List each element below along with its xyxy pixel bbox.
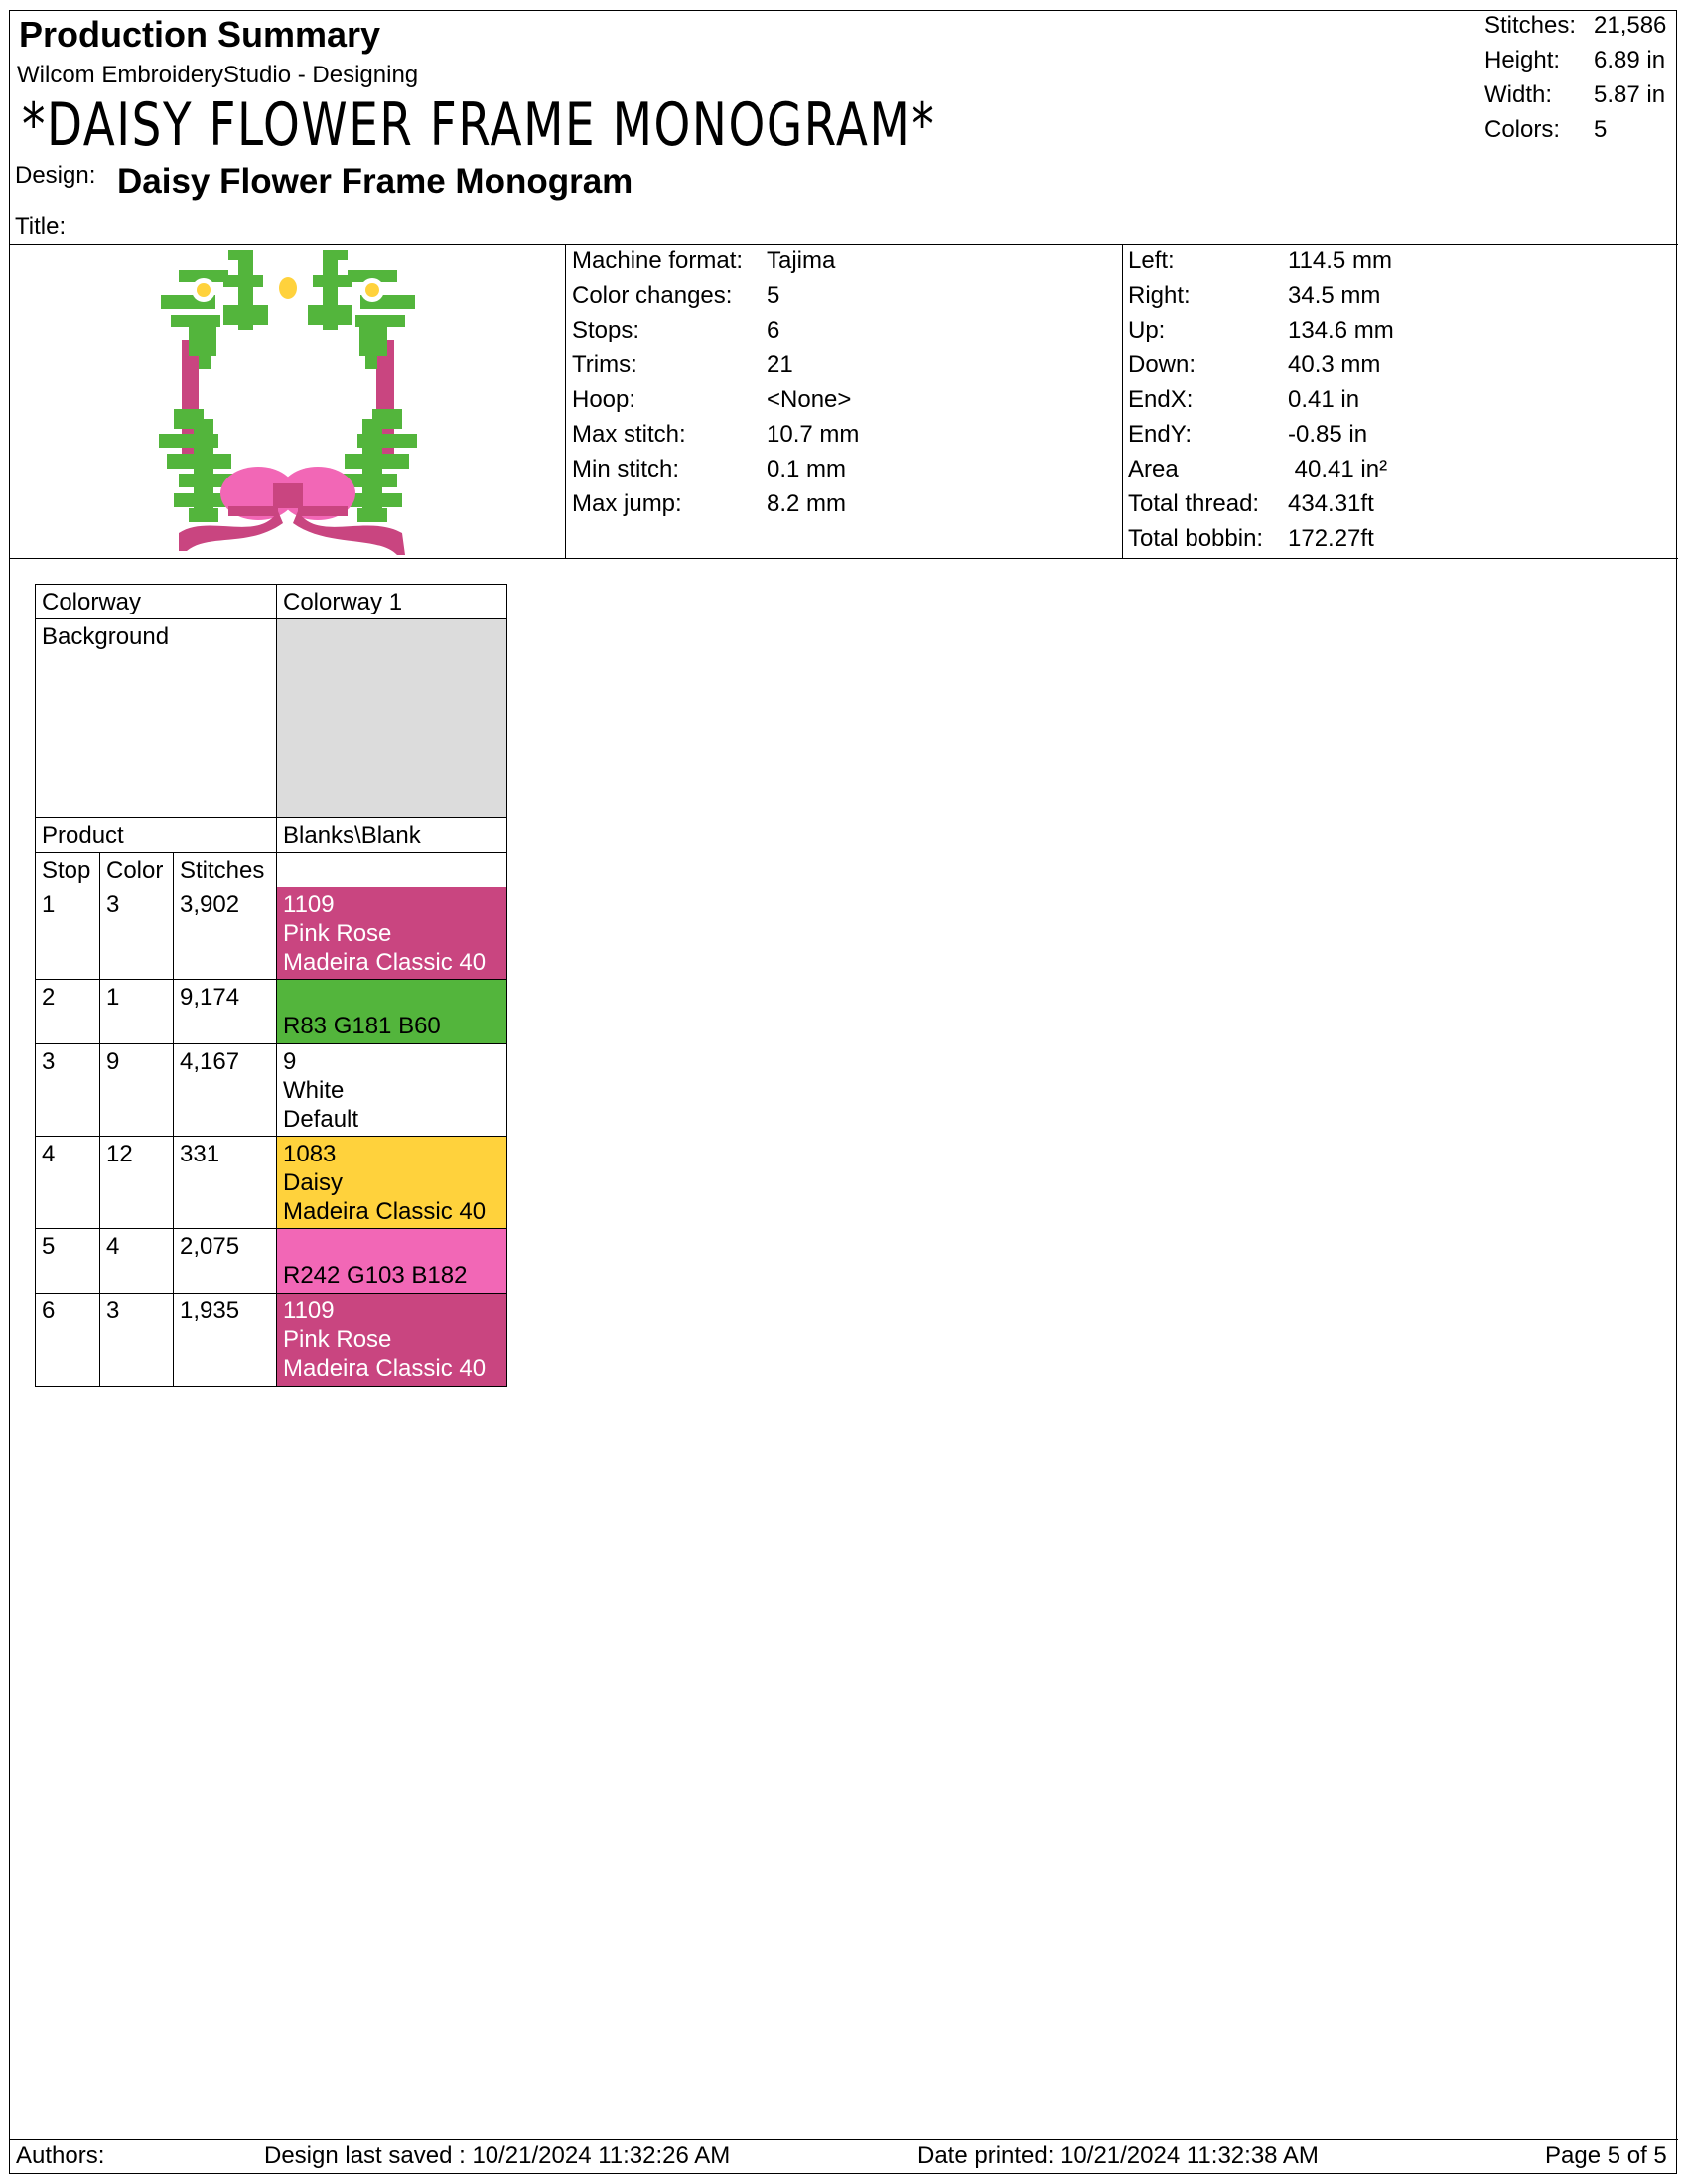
colorway-value: Colorway 1: [277, 585, 507, 619]
stat-label: Color changes:: [572, 282, 733, 309]
cell-stop: 4: [36, 1137, 100, 1229]
column-header-stop: Stop: [36, 853, 100, 887]
column-header-swatch: [277, 853, 507, 887]
cell-color: 12: [100, 1137, 174, 1229]
report-title: Production Summary: [19, 14, 381, 55]
footer-rule: [9, 2139, 1678, 2140]
design-name: Daisy Flower Frame Monogram: [117, 162, 633, 201]
background-label: Background: [36, 619, 277, 818]
summary-label: Colors:: [1484, 116, 1561, 143]
stats-divider: [1122, 244, 1123, 558]
color-stop-row: [36, 980, 507, 1044]
stat-label: Hoop:: [572, 386, 636, 413]
thread-line1: 1109: [283, 891, 335, 918]
cell-stop: 6: [36, 1294, 100, 1387]
thread-line1: 9: [283, 1048, 297, 1075]
footer-authors: Authors:: [16, 2142, 105, 2169]
stat-label: Up:: [1128, 317, 1166, 343]
footer-page-number: Page 5 of 5: [1545, 2142, 1667, 2169]
design-banner: *DAISY FLOWER FRAME MONOGRAM*: [22, 90, 936, 160]
stat-label: Total thread:: [1128, 490, 1260, 517]
summary-label: Width:: [1484, 81, 1553, 108]
summary-value: 6.89 in: [1594, 47, 1666, 73]
cell-stop: 1: [36, 887, 100, 980]
stat-value: 10.7 mm: [767, 421, 860, 448]
cell-stop: 3: [36, 1044, 100, 1137]
summary-label: Height:: [1484, 47, 1561, 73]
stat-value: 434.31ft: [1288, 490, 1374, 517]
design-label: Design:: [15, 162, 96, 189]
thread-line1: 1083: [283, 1141, 337, 1167]
stat-label: Machine format:: [572, 247, 744, 274]
cell-color: 4: [100, 1229, 174, 1294]
stat-value: 6: [767, 317, 780, 343]
cell-stitches: 331: [174, 1137, 277, 1229]
stat-label: Left:: [1128, 247, 1175, 274]
stat-value: 40.41 in²: [1288, 456, 1388, 482]
thread-swatch: [277, 1229, 507, 1294]
stat-value: <None>: [767, 386, 852, 413]
stat-value: 21: [767, 351, 793, 378]
colorway-header-row: [36, 585, 507, 619]
product-label: Product: [36, 818, 277, 853]
stat-value: 0.1 mm: [767, 456, 847, 482]
cell-color: 3: [100, 887, 174, 980]
thread-line1: [283, 1232, 501, 1261]
product-value: Blanks\Blank: [277, 818, 507, 853]
background-row: [36, 619, 507, 818]
daisy-flower-frame-preview-icon: [149, 245, 427, 557]
thread-swatch: [277, 1137, 507, 1229]
cell-color: 1: [100, 980, 174, 1044]
thread-line2: Pink Rose: [283, 920, 392, 947]
stat-value: 0.41 in: [1288, 386, 1360, 413]
thread-line1: [283, 983, 501, 1012]
summary-value: 21,586: [1594, 12, 1667, 39]
summary-value: 5.87 in: [1594, 81, 1666, 108]
cell-stitches: 3,902: [174, 887, 277, 980]
stat-label: EndY:: [1128, 421, 1193, 448]
stat-label: Max jump:: [572, 490, 682, 517]
stat-value: 40.3 mm: [1288, 351, 1381, 378]
cell-stitches: 4,167: [174, 1044, 277, 1137]
color-stop-row: [36, 1044, 507, 1137]
cell-stitches: 1,935: [174, 1294, 277, 1387]
column-header-stitches: Stitches: [174, 853, 277, 887]
cell-stitches: 2,075: [174, 1229, 277, 1294]
stat-label: Down:: [1128, 351, 1196, 378]
stat-value: 172.27ft: [1288, 525, 1374, 552]
color-stop-row: [36, 1294, 507, 1387]
thread-line2: Pink Rose: [283, 1326, 392, 1353]
color-stop-row: [36, 1229, 507, 1294]
stat-label: Area: [1128, 456, 1179, 482]
color-stop-row: [36, 887, 507, 980]
footer-date-printed: Date printed: 10/21/2024 11:32:38 AM: [917, 2142, 1319, 2169]
title-label: Title:: [15, 213, 67, 240]
stat-label: Min stitch:: [572, 456, 680, 482]
stat-label: Right:: [1128, 282, 1191, 309]
stat-label: EndX:: [1128, 386, 1194, 413]
colorway-table: [35, 584, 507, 1387]
thread-line2: R242 G103 B182: [283, 1262, 468, 1289]
stat-label: Stops:: [572, 317, 640, 343]
preview-divider: [565, 244, 566, 558]
background-swatch: [277, 619, 507, 818]
software-name: Wilcom EmbroideryStudio - Designing: [17, 62, 419, 88]
color-stop-row: [36, 1137, 507, 1229]
footer-last-saved: Design last saved : 10/21/2024 11:32:26 AM: [264, 2142, 731, 2169]
cell-stop: 2: [36, 980, 100, 1044]
stat-value: -0.85 in: [1288, 421, 1368, 448]
column-header-row: [36, 853, 507, 887]
stat-label: Max stitch:: [572, 421, 686, 448]
stat-label: Total bobbin:: [1128, 525, 1264, 552]
cell-color: 3: [100, 1294, 174, 1387]
stat-value: 114.5 mm: [1288, 247, 1392, 274]
cell-stop: 5: [36, 1229, 100, 1294]
stat-value: 34.5 mm: [1288, 282, 1381, 309]
cell-stitches: 9,174: [174, 980, 277, 1044]
column-header-color: Color: [100, 853, 174, 887]
thread-swatch: [277, 980, 507, 1044]
stat-value: 8.2 mm: [767, 490, 847, 517]
thread-line3: Madeira Classic 40: [283, 1198, 487, 1225]
summary-label: Stitches:: [1484, 12, 1577, 39]
stats-bottom-rule: [9, 558, 1678, 559]
stat-label: Trims:: [572, 351, 637, 378]
colorway-label: Colorway: [36, 585, 277, 619]
stat-value: 5: [767, 282, 780, 309]
cell-color: 9: [100, 1044, 174, 1137]
thread-line2: R83 G181 B60: [283, 1013, 441, 1039]
thread-swatch: [277, 887, 507, 980]
product-row: [36, 818, 507, 853]
thread-swatch: [277, 1294, 507, 1387]
thread-line1: 1109: [283, 1297, 335, 1324]
thread-line2: White: [283, 1077, 345, 1104]
thread-swatch: [277, 1044, 507, 1137]
summary-value: 5: [1594, 116, 1608, 143]
thread-line3: Madeira Classic 40: [283, 1355, 487, 1382]
stat-value: 134.6 mm: [1288, 317, 1394, 343]
thread-line2: Daisy: [283, 1169, 344, 1196]
stat-value: Tajima: [767, 247, 836, 274]
thread-line3: Madeira Classic 40: [283, 949, 487, 976]
thread-line3: Default: [283, 1106, 359, 1133]
